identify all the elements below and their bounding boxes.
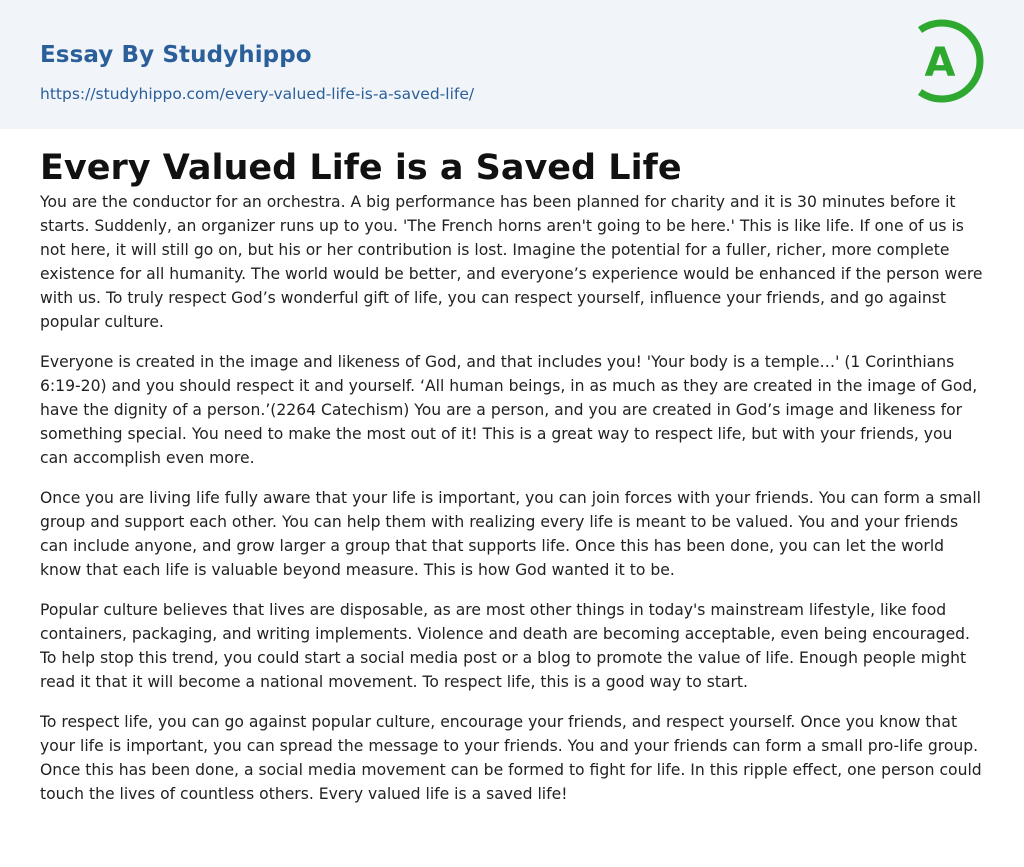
essay-paragraph: Once you are living life fully aware that your life is important, you can join forces with your friends. You can form a small group and support each other. You can help them with realizing every life is meant to be valued. You and your friends can include anyone, and grow larger a group that that supports life. Once this has been done, you can let the world know that each life is valuable beyond measure. This is how God wanted it to be. [40,489,981,579]
source-url-link[interactable]: https://studyhippo.com/every-valued-life-is-a-saved-life/ [40,85,475,103]
essay-paragraph: You are the conductor for an orchestra. A big performance has been planned for charity and it is 30 minutes before it starts. Suddenly, an organizer runs up to you. 'The French horns aren't going to be here.' This is like life. If one of us is not here, it will still go on, but his or her contribution is lost. Imagine the potential for a fuller, richer, more complete existence for all humanity. The world would be better, and everyone’s experience would be enhanced if the person were with us. To truly respect God’s wonderful gift of life, you can respect yourself, influence your friends, and go against popular culture. [40,193,983,331]
studyhippo-logo[interactable] [912,18,988,106]
essay-paragraph: To respect life, you can go against popular culture, encourage your friends, and respect yourself. Once you know that your life is important, you can spread the message to your friends. You and your friends can form a small pro-life group. Once this has been done, a social media movement can be formed to fight for life. In this ripple effect, one person could touch the lives of countless others. Every valued life is a saved life! [40,713,982,803]
essay-content [40,146,984,822]
essay-paragraph: Popular culture believes that lives are disposable, as are most other things in today's mainstream lifestyle, like food containers, packaging, and writing implements. Violence and death are becoming acceptable, even being encouraged. To help stop this trend, you could start a social media post or a blog to promote the value of life. Enough people might read it that it will become a national movement. To respect life, this is a good way to start. [40,601,971,691]
site-header [0,0,1024,129]
brand-title: Essay By Studyhippo [40,42,312,68]
logo-letter: A [924,40,956,86]
essay-paragraph: Everyone is created in the image and likeness of God, and that includes you! 'Your body is a temple…' (1 Corinthians 6:19-20) and you should respect it and yourself. ‘All human beings, in as much as they are created in the image of God, have the dignity of a person.’(2264 Catechism) You are a person, and you are created in God’s image and likeness for something special. You need to make the most out of it! This is a great way to respect life, but with your friends, you can accomplish even more. [40,353,978,467]
essay-title: Every Valued Life is a Saved Life [40,148,682,188]
logo-icon [912,18,988,106]
